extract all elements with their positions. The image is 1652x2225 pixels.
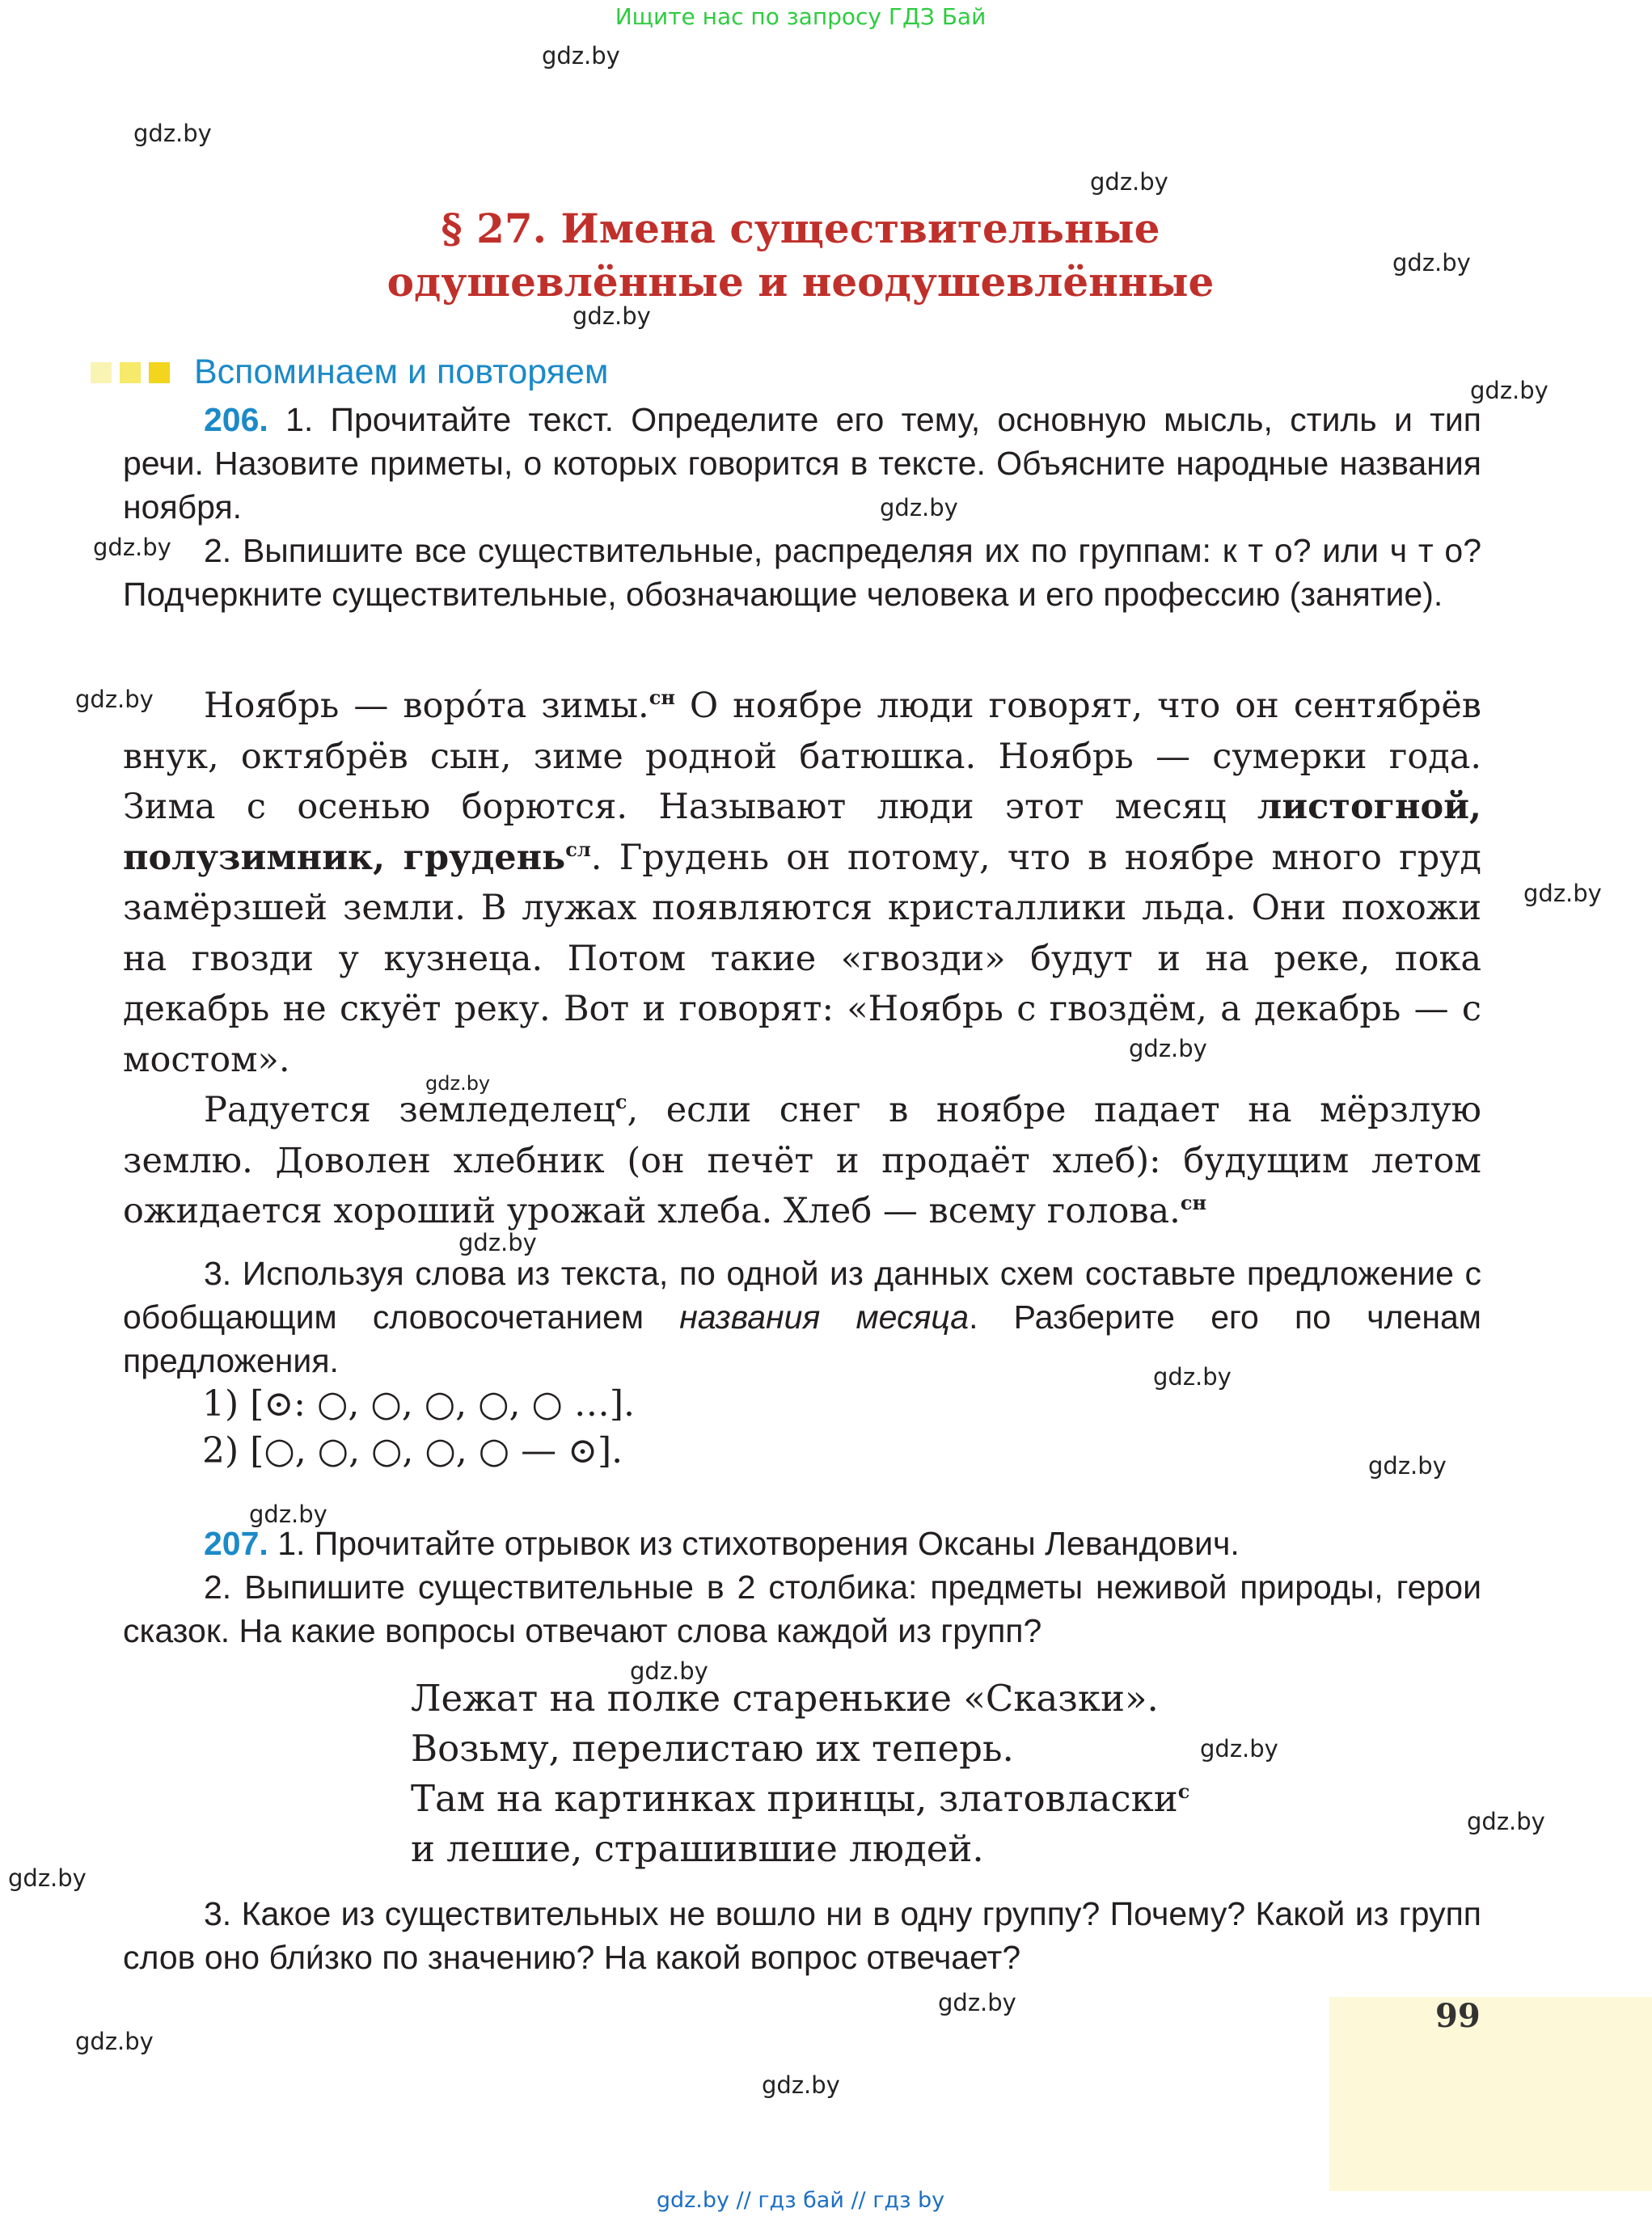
style-mark: сн [1180, 1191, 1207, 1214]
watermark: gdz.by [1368, 1452, 1447, 1480]
poem-line: Возьму, перелистаю их теперь. [411, 1727, 1014, 1770]
watermark: gdz.by [8, 1864, 87, 1892]
watermark: gdz.by [1090, 168, 1168, 196]
exercise-206-task2-b: или [1311, 532, 1390, 569]
exercise-207-task3 [123, 1892, 1481, 1979]
watermark: gdz.by [938, 1989, 1016, 2016]
reading-p1-b: О ноябре люди говорят, что он сентябрёв внук, октябрёв сын, зиме родной батюшка. Ноябрь — сумерки года. Зима с осенью борются. Называют люди этот месяц [123, 686, 1481, 827]
task3-italic-phrase: названия месяца [679, 1298, 970, 1336]
watermark: gdz.by [425, 1072, 491, 1095]
page-title-line2: одушевлённые и неодушевлённые [387, 258, 1215, 306]
reading-p1-c: . Грудень он потому, что в ноябре много груд замёрзшей земли. В лужах появляются кристаллики льда. Они похожи на гвозди у кузнеца. Потом такие «гвозди» будут и на реке, пока декабрь не скуёт реку. Вот и говорят: «Ноябрь с гвоздём, а декабрь — с мостом». [123, 837, 1481, 1080]
section-heading-label: Вспоминаем и повторяем [194, 353, 609, 391]
style-mark: сл [565, 837, 591, 861]
watermark: gdz.by [93, 534, 171, 561]
scheme-2: 2) [○, ○, ○, ○, ○ — ⊙]. [202, 1430, 623, 1471]
poem-line: Там на картинках принцы, златовласки [411, 1777, 1178, 1820]
scheme-1: 1) [⊙: ○, ○, ○, ○, ○ …]. [202, 1383, 635, 1425]
question-chto: ч т о? [1389, 532, 1482, 569]
watermark: gdz.by [1129, 1035, 1207, 1062]
page-title-line1: § 27. Имена существительные [441, 205, 1160, 252]
watermark: gdz.by [1470, 377, 1548, 404]
sentence-schemes [202, 1381, 635, 1475]
page-number: 99 [1435, 1997, 1481, 2035]
marker-square-medium [120, 362, 141, 383]
watermark: gdz.by [133, 120, 212, 147]
exercise-207-task1: 1. Прочитайте отрывок из стихотворения Оксаны Левандович. [268, 1525, 1240, 1562]
exercise-number: 206. [204, 401, 268, 438]
exercise-206-instructions [123, 398, 1481, 616]
watermark: gdz.by [1200, 1735, 1278, 1763]
watermark: gdz.by [75, 686, 154, 713]
reading-text [123, 681, 1481, 1237]
exercise-207-task2: 2. Выпишите существительные в 2 столбика: предметы неживой природы, герои сказок. На какие вопросы отвечают слова каждой из групп? [123, 1568, 1481, 1649]
exercise-207-instructions [123, 1522, 1481, 1653]
exercise-207-task3-text: 3. Какое из существительных не вошло ни в одну группу? Почему? Какой из групп слов оно бли́зко по значению? На какой вопрос отвечает? [123, 1895, 1481, 1976]
watermark: gdz.by [630, 1657, 708, 1685]
top-search-banner[interactable]: Ищите нас по запросу ГДЗ Бай [615, 3, 987, 30]
style-mark: с [615, 1090, 627, 1113]
reading-p2-b: , если снег в ноябре падает на мёрзлую землю. Доволен хлебник (он печёт и продаёт хлеб): будущим летом ожидается хороший урожай хлеба. Хлеб — всему голова. [123, 1090, 1481, 1231]
watermark: gdz.by [542, 42, 620, 70]
exercise-206-task3 [123, 1252, 1481, 1383]
watermark: gdz.by [880, 494, 958, 521]
watermark: gdz.by [75, 2028, 154, 2055]
reading-bold-names: листогной, полузимник, грудень [123, 787, 1481, 878]
section-heading [91, 353, 608, 392]
exercise-206-task2-c: Подчеркните существительные, обозначающие человека и его профессию (занятие). [123, 576, 1443, 613]
watermark: gdz.by [1153, 1363, 1232, 1391]
task3-text-a: 3. Используя слова из текста, по одной из данных схем составьте предложение с обобщающим словосочетанием [123, 1255, 1481, 1336]
task3-text-b: . Разберите его по членам предложения. [123, 1298, 1481, 1379]
watermark: gdz.by [1523, 880, 1602, 907]
exercise-206-task2-a: 2. Выпишите все существительные, распределяя их по группам: [204, 532, 1223, 569]
style-mark: сн [649, 686, 675, 709]
poem-line: и лешие, страшившие людей. [411, 1827, 984, 1870]
exercise-number: 207. [204, 1525, 268, 1562]
watermark: gdz.by [572, 302, 651, 330]
footer-links[interactable]: gdz.by // гдз бай // гдз by [656, 2188, 945, 2213]
watermark: gdz.by [762, 2071, 840, 2099]
poem [411, 1674, 1189, 1874]
watermark: gdz.by [249, 1501, 327, 1528]
watermark: gdz.by [1392, 249, 1471, 277]
poem-line: Лежат на полке старенькие «Сказки». [411, 1677, 1159, 1720]
page-corner-box [1329, 1997, 1652, 2191]
watermark: gdz.by [458, 1229, 537, 1256]
reading-p2-a: Радуется земледелец [204, 1090, 615, 1130]
marker-square-dark [149, 362, 170, 383]
reading-p1-a: Ноябрь — воро́та зимы. [204, 686, 649, 726]
exercise-206-task1: 1. Прочитайте текст. Определите его тему, основную мысль, стиль и тип речи. Назовите приметы, о которых говорится в тексте. Объясните народные названия ноября. [123, 401, 1481, 526]
watermark: gdz.by [1467, 1808, 1545, 1835]
question-kto: к т о? [1222, 532, 1312, 569]
marker-square-light [91, 362, 112, 383]
style-mark: с [1177, 1780, 1190, 1803]
